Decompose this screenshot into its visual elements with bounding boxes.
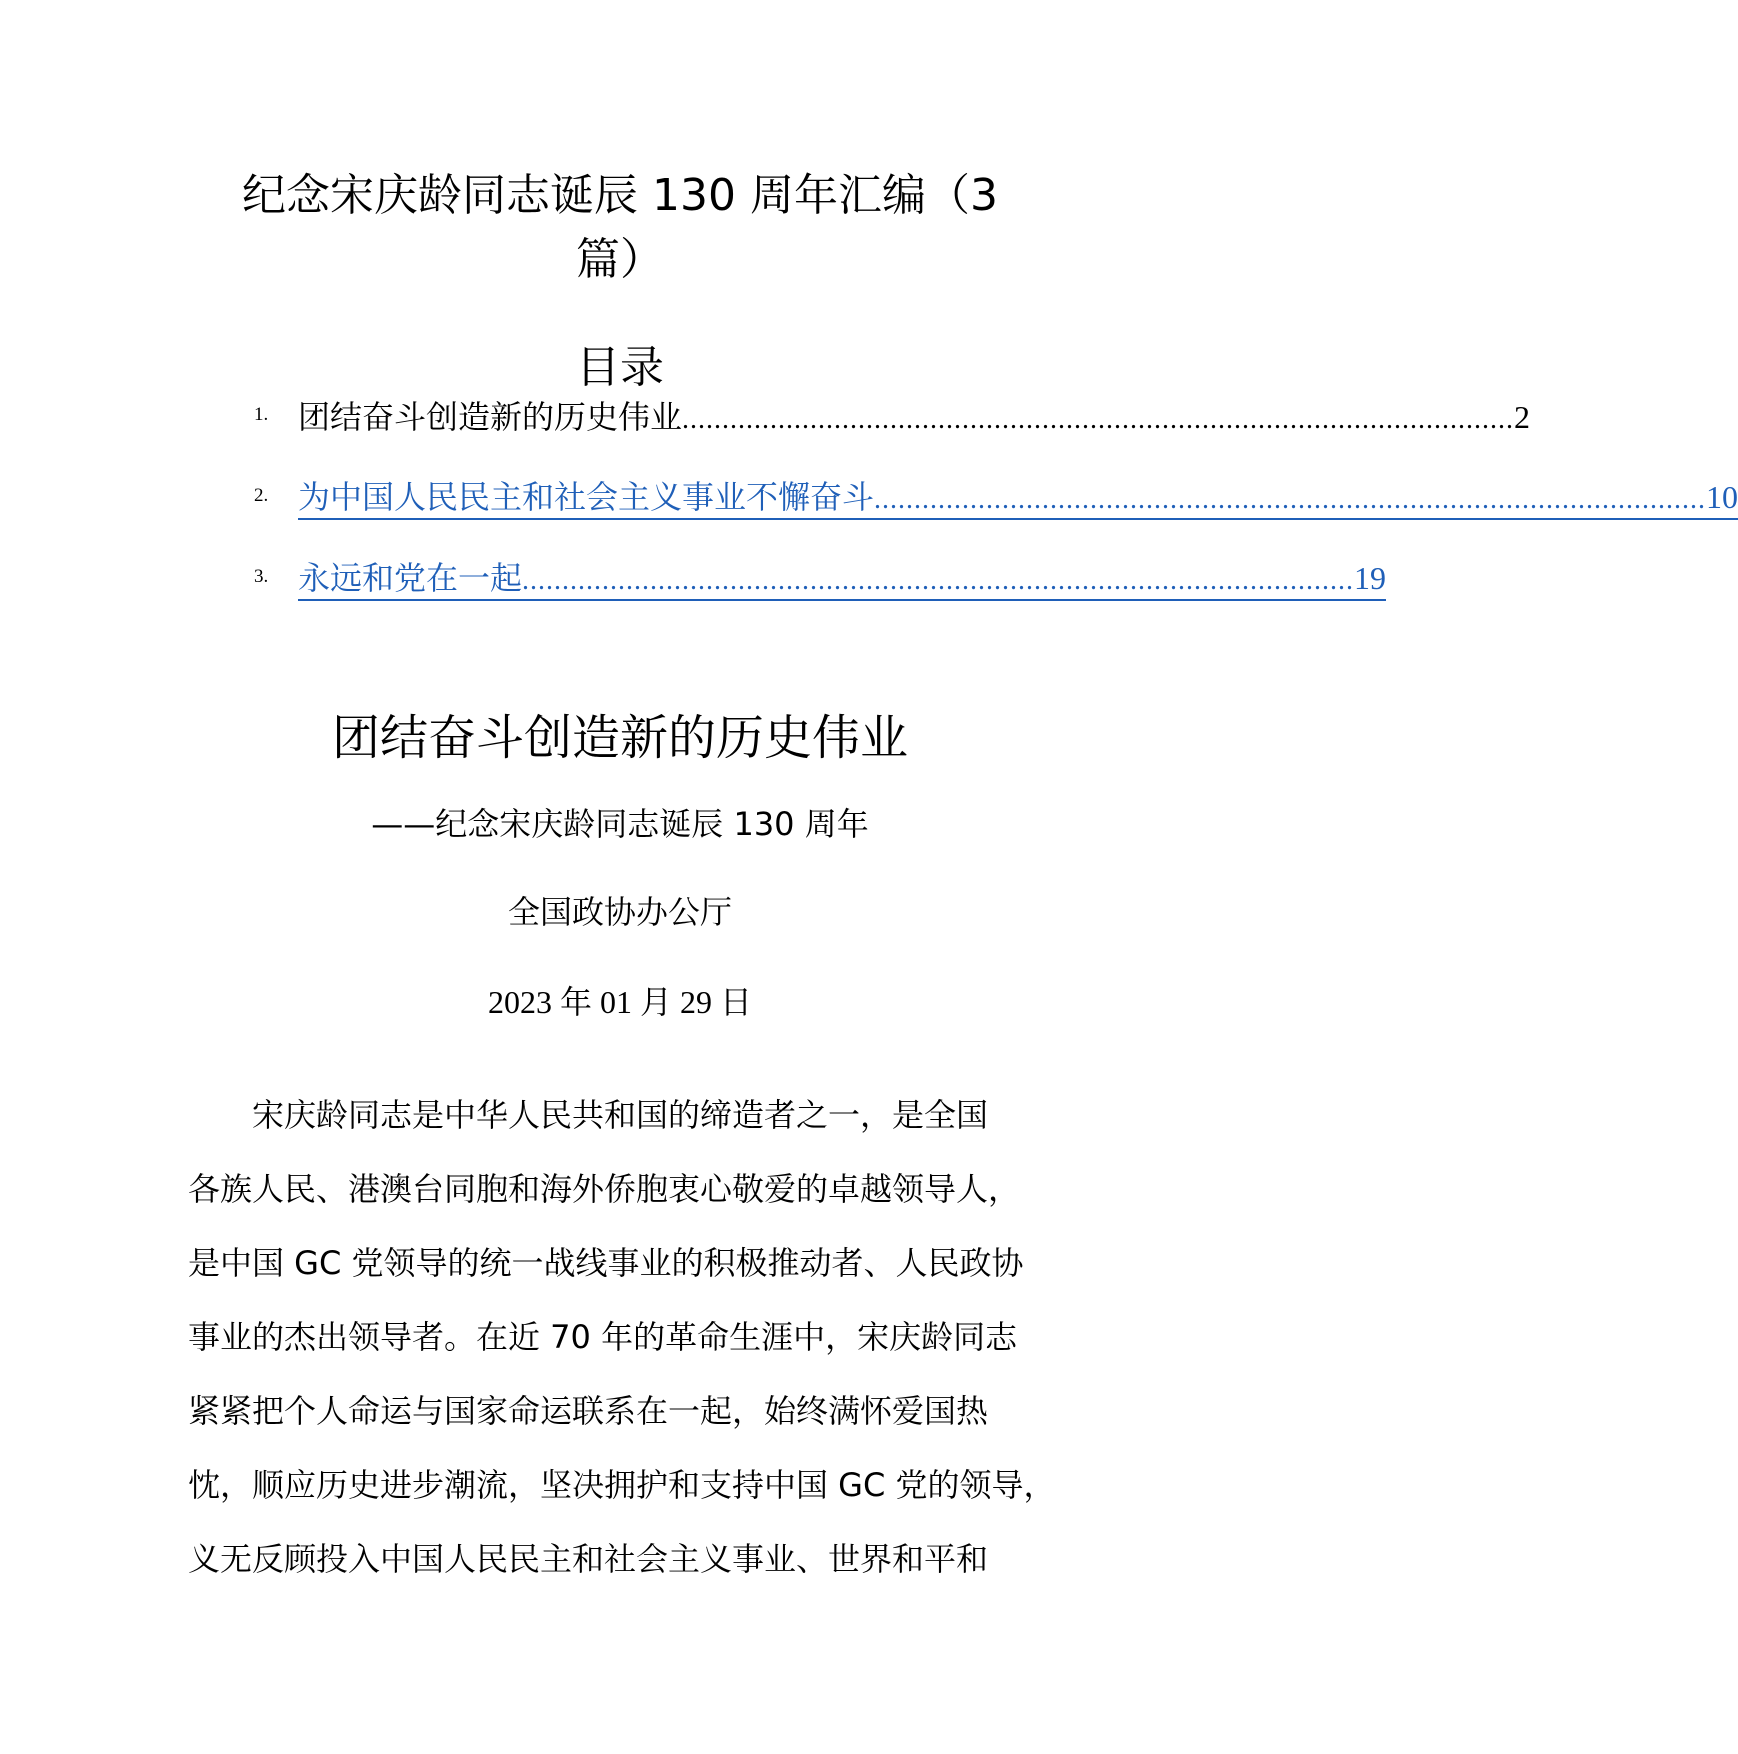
toc-leader-dots: ........................................................................................................ <box>682 404 1515 435</box>
body-line: 义无反顾投入中国人民民主和社会主义事业、世界和平和 <box>188 1540 989 1578</box>
toc-entry-number: 3. <box>254 566 269 587</box>
toc-page-number: 2 <box>1514 399 1531 435</box>
body-line: 各族人民、港澳台同胞和海外侨胞衷心敬爱的卓越领导人， <box>188 1170 1021 1208</box>
toc-link-1[interactable] <box>298 392 1530 438</box>
toc-leader-dots: ........................................................................................................ <box>522 565 1355 596</box>
toc-entry-label: 团结奋斗创造新的历史伟业 <box>298 398 683 436</box>
toc-page-number: 19 <box>1354 560 1387 596</box>
body-line: 事业的杰出领导者。在近 70 年的革命生涯中，宋庆龄同志 <box>188 1318 1018 1356</box>
article-author: 全国政协办公厅 <box>507 893 732 931</box>
body-line: 宋庆龄同志是中华人民共和国的缔造者之一，是全国 <box>252 1096 989 1134</box>
toc-entry-label: 为中国人民民主和社会主义事业不懈奋斗 <box>298 478 875 516</box>
toc-entry-3 <box>254 555 1387 599</box>
toc-entry-label: 永远和党在一起 <box>298 559 523 597</box>
toc-link-3[interactable] <box>298 553 1386 601</box>
article-date: 2023 年 01 月 29 日 <box>487 984 752 1020</box>
document-title <box>200 164 1040 292</box>
body-line: 是中国 GC 党领导的统一战线事业的积极推动者、人民政协 <box>188 1244 1024 1282</box>
toc-entry-number: 1. <box>254 404 269 425</box>
body-line: 忱，顺应历史进步潮流，坚决拥护和支持中国 GC 党的领导， <box>188 1466 1056 1504</box>
document-title-line-1: 纪念宋庆龄同志诞辰 130 周年汇编（3 <box>242 170 998 221</box>
article-subtitle: ——纪念宋庆龄同志诞辰 130 周年 <box>371 805 869 843</box>
toc-heading: 目录 <box>576 342 664 393</box>
toc-entry-2 <box>254 474 1738 518</box>
toc-entry-number: 2. <box>254 485 269 506</box>
article-title: 团结奋斗创造新的历史伟业 <box>331 710 908 766</box>
toc-leader-dots: ........................................................................................................ <box>874 484 1707 515</box>
body-line: 紧紧把个人命运与国家命运联系在一起，始终满怀爱国热 <box>188 1392 989 1430</box>
document-title-line-2: 篇） <box>576 234 664 285</box>
toc-entry-1 <box>254 393 1531 437</box>
article-body <box>188 1078 1068 1596</box>
toc-page-number: 10 <box>1706 479 1738 515</box>
toc-link-2[interactable] <box>298 472 1738 520</box>
